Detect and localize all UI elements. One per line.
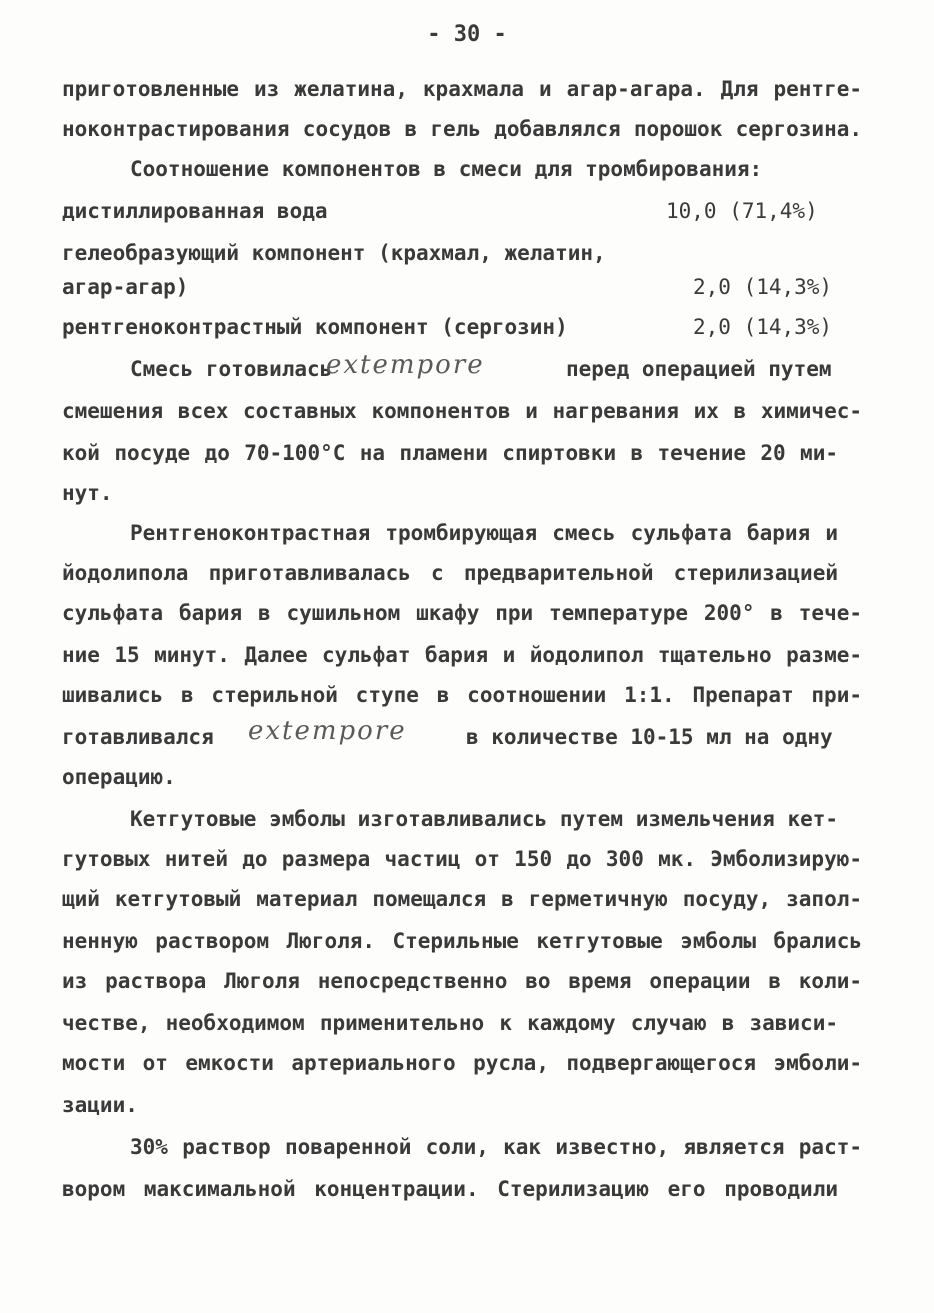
text-line: шивались в стерильной ступе в соотношении 1:1. Препарат при- (62, 683, 862, 707)
text-line: из раствора Люголя непосредственно во время операции в коли- (62, 969, 862, 993)
amount-value: 2,0 (14,3%) (693, 315, 833, 339)
text-line: йодолипола приготавливалась с предварительной стерилизацией (62, 561, 838, 585)
text-line: мости от емкости артериального русла, подвергающегося эмболи- (62, 1051, 862, 1075)
text-line: Смесь готовилась (130, 357, 333, 381)
text-line: Кетгутовые эмболы изготавливались путем измельчения кет- (130, 807, 839, 831)
handwritten-note: extempore (248, 716, 407, 746)
text-line: перед операцией путем (566, 357, 832, 381)
text-line: нут. (62, 481, 113, 505)
text-line: смешения всех составных компонентов и нагревания их в химичес- (62, 399, 862, 423)
text-line: ние 15 минут. Далее сульфат бария и йодолипол тщательно разме- (62, 643, 862, 667)
text-line: агар-агар) (62, 275, 189, 299)
text-line: щий кетгутовый материал помещался в герметичную посуду, запол- (62, 887, 862, 911)
page-number: - 30 - (427, 22, 507, 47)
text-line: кой посуде до 70-100°С на пламени спиртовки в течение 20 ми- (62, 441, 838, 465)
text-line: ненную раствором Люголя. Стерильные кетгутовые эмболы брались (62, 929, 862, 953)
text-line: ноконтрастирования сосудов в гель добавлялся порошок сергозина. (62, 117, 862, 141)
text-line: операцию. (62, 765, 176, 789)
text-line: честве, необходимом применительно к каждому случаю в зависи- (62, 1011, 838, 1035)
handwritten-note: extempore (326, 350, 485, 380)
text-line: приготовленные из желатина, крахмала и агар-агара. Для рентге- (62, 77, 862, 101)
text-line: Рентгеноконтрастная тромбирующая смесь сульфата бария и (130, 521, 838, 545)
text-line: гелеобразующий компонент (крахмал, желатин, (62, 241, 606, 265)
text-line: Соотношение компонентов в смеси для тромбирования: (130, 157, 763, 181)
text-line: зации. (62, 1093, 138, 1117)
text-line: в количестве 10-15 мл на одну (466, 725, 833, 749)
text-line: вором максимальной концентрации. Стерилизацию его проводили (62, 1177, 838, 1201)
text-line: рентгеноконтрастный компонент (сергозин) (62, 315, 568, 339)
text-line: готавливался (62, 725, 214, 749)
amount-value: 10,0 (71,4%) (666, 199, 818, 223)
text-line: дистиллированная вода (62, 199, 328, 223)
text-line: гутовых нитей до размера частиц от 150 до 300 мк. Эмболизирую- (62, 847, 862, 871)
amount-value: 2,0 (14,3%) (693, 275, 833, 299)
text-line: 30% раствор поваренной соли, как известно, является раст- (130, 1135, 862, 1159)
text-line: сульфата бария в сушильном шкафу при температуре 200° в тече- (62, 601, 862, 625)
